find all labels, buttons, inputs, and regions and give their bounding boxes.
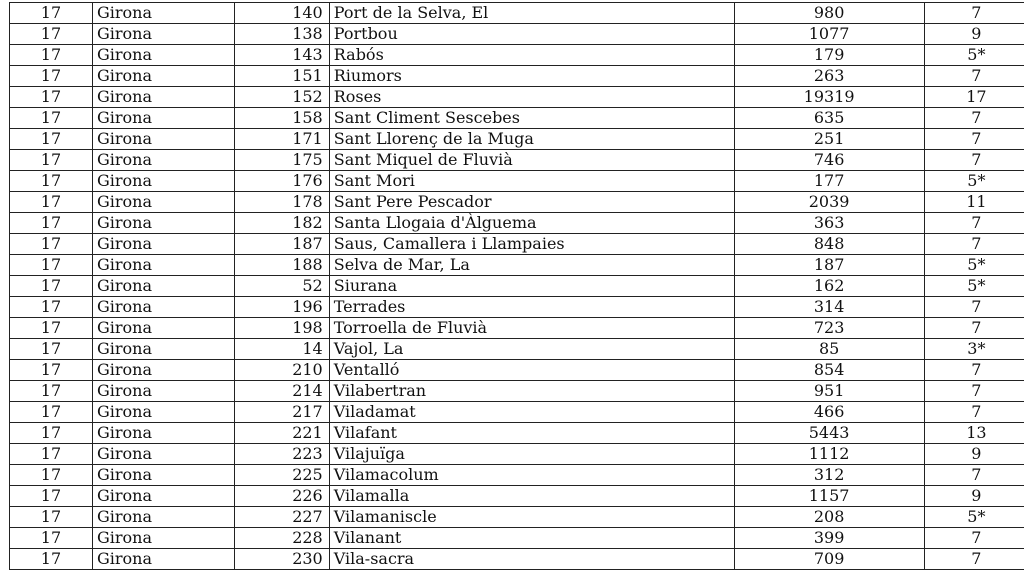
province-name-cell: Girona <box>92 318 234 339</box>
province-name-cell: Girona <box>92 444 234 465</box>
municipality-name-cell: Saus, Camallera i Llampaies <box>329 234 734 255</box>
table-row <box>10 3 1024 24</box>
table-row <box>10 339 1024 360</box>
seats-cell: 13 <box>924 423 1024 444</box>
province-code-cell: 17 <box>10 129 93 150</box>
municipality-name-cell: Riumors <box>329 66 734 87</box>
seats-cell: 11 <box>924 192 1024 213</box>
province-code-cell: 17 <box>10 3 93 24</box>
population-cell: 263 <box>734 66 924 87</box>
municipality-table <box>9 2 1024 570</box>
population-cell: 312 <box>734 465 924 486</box>
municipality-code-cell: 188 <box>234 255 329 276</box>
province-code-cell: 17 <box>10 24 93 45</box>
population-cell: 1112 <box>734 444 924 465</box>
province-code-cell: 17 <box>10 87 93 108</box>
seats-cell: 7 <box>924 549 1024 570</box>
municipality-code-cell: 152 <box>234 87 329 108</box>
table-row <box>10 423 1024 444</box>
municipality-name-cell: Sant Mori <box>329 171 734 192</box>
province-code-cell: 17 <box>10 423 93 444</box>
province-name-cell: Girona <box>92 87 234 108</box>
province-name-cell: Girona <box>92 234 234 255</box>
municipality-name-cell: Port de la Selva, El <box>329 3 734 24</box>
seats-cell: 9 <box>924 486 1024 507</box>
province-name-cell: Girona <box>92 528 234 549</box>
population-cell: 363 <box>734 213 924 234</box>
municipality-code-cell: 182 <box>234 213 329 234</box>
population-cell: 980 <box>734 3 924 24</box>
municipality-code-cell: 214 <box>234 381 329 402</box>
seats-cell: 7 <box>924 213 1024 234</box>
table-row <box>10 87 1024 108</box>
municipality-name-cell: Siurana <box>329 276 734 297</box>
municipality-name-cell: Vilabertran <box>329 381 734 402</box>
population-cell: 1077 <box>734 24 924 45</box>
municipality-code-cell: 227 <box>234 507 329 528</box>
municipality-name-cell: Vilamaniscle <box>329 507 734 528</box>
province-name-cell: Girona <box>92 297 234 318</box>
population-cell: 399 <box>734 528 924 549</box>
province-name-cell: Girona <box>92 465 234 486</box>
province-name-cell: Girona <box>92 150 234 171</box>
table-row <box>10 66 1024 87</box>
seats-cell: 7 <box>924 297 1024 318</box>
table-row <box>10 381 1024 402</box>
municipality-code-cell: 171 <box>234 129 329 150</box>
table-body <box>10 3 1024 570</box>
population-cell: 466 <box>734 402 924 423</box>
municipality-name-cell: Vilajuïga <box>329 444 734 465</box>
municipality-code-cell: 175 <box>234 150 329 171</box>
seats-cell: 7 <box>924 402 1024 423</box>
population-cell: 848 <box>734 234 924 255</box>
municipality-name-cell: Santa Llogaia d'Àlguema <box>329 213 734 234</box>
municipality-code-cell: 210 <box>234 360 329 381</box>
province-name-cell: Girona <box>92 213 234 234</box>
population-cell: 951 <box>734 381 924 402</box>
table-row <box>10 318 1024 339</box>
table-row <box>10 45 1024 66</box>
table-row <box>10 507 1024 528</box>
seats-cell: 7 <box>924 129 1024 150</box>
population-cell: 162 <box>734 276 924 297</box>
seats-cell: 7 <box>924 381 1024 402</box>
municipality-code-cell: 228 <box>234 528 329 549</box>
population-cell: 85 <box>734 339 924 360</box>
seats-cell: 7 <box>924 3 1024 24</box>
municipality-code-cell: 140 <box>234 3 329 24</box>
municipality-code-cell: 138 <box>234 24 329 45</box>
municipality-code-cell: 230 <box>234 549 329 570</box>
municipality-code-cell: 196 <box>234 297 329 318</box>
province-code-cell: 17 <box>10 276 93 297</box>
seats-cell: 9 <box>924 444 1024 465</box>
province-name-cell: Girona <box>92 549 234 570</box>
municipality-code-cell: 221 <box>234 423 329 444</box>
municipality-name-cell: Sant Climent Sescebes <box>329 108 734 129</box>
table-row <box>10 549 1024 570</box>
population-cell: 746 <box>734 150 924 171</box>
table-row <box>10 465 1024 486</box>
table-row <box>10 360 1024 381</box>
province-code-cell: 17 <box>10 108 93 129</box>
municipality-name-cell: Vilanant <box>329 528 734 549</box>
province-name-cell: Girona <box>92 402 234 423</box>
seats-cell: 5* <box>924 45 1024 66</box>
population-cell: 854 <box>734 360 924 381</box>
municipality-name-cell: Vilamalla <box>329 486 734 507</box>
population-cell: 19319 <box>734 87 924 108</box>
table-row <box>10 150 1024 171</box>
municipality-name-cell: Ventalló <box>329 360 734 381</box>
province-name-cell: Girona <box>92 66 234 87</box>
population-cell: 177 <box>734 171 924 192</box>
seats-cell: 17 <box>924 87 1024 108</box>
province-code-cell: 17 <box>10 192 93 213</box>
population-cell: 635 <box>734 108 924 129</box>
seats-cell: 7 <box>924 528 1024 549</box>
municipality-name-cell: Torroella de Fluvià <box>329 318 734 339</box>
province-code-cell: 17 <box>10 150 93 171</box>
province-name-cell: Girona <box>92 171 234 192</box>
province-code-cell: 17 <box>10 360 93 381</box>
province-name-cell: Girona <box>92 276 234 297</box>
province-code-cell: 17 <box>10 171 93 192</box>
province-name-cell: Girona <box>92 45 234 66</box>
table-row <box>10 171 1024 192</box>
province-code-cell: 17 <box>10 402 93 423</box>
seats-cell: 7 <box>924 66 1024 87</box>
table-row <box>10 297 1024 318</box>
table-row <box>10 129 1024 150</box>
seats-cell: 7 <box>924 318 1024 339</box>
seats-cell: 3* <box>924 339 1024 360</box>
province-name-cell: Girona <box>92 360 234 381</box>
municipality-code-cell: 217 <box>234 402 329 423</box>
municipality-name-cell: Vila-sacra <box>329 549 734 570</box>
table-row <box>10 528 1024 549</box>
table-row <box>10 213 1024 234</box>
municipality-code-cell: 176 <box>234 171 329 192</box>
population-cell: 314 <box>734 297 924 318</box>
seats-cell: 7 <box>924 465 1024 486</box>
municipality-code-cell: 158 <box>234 108 329 129</box>
table-row <box>10 276 1024 297</box>
table-row <box>10 192 1024 213</box>
province-code-cell: 17 <box>10 339 93 360</box>
province-code-cell: 17 <box>10 444 93 465</box>
municipality-code-cell: 14 <box>234 339 329 360</box>
municipality-name-cell: Rabós <box>329 45 734 66</box>
province-name-cell: Girona <box>92 3 234 24</box>
municipality-code-cell: 198 <box>234 318 329 339</box>
municipality-code-cell: 151 <box>234 66 329 87</box>
seats-cell: 5* <box>924 255 1024 276</box>
province-code-cell: 17 <box>10 381 93 402</box>
seats-cell: 7 <box>924 150 1024 171</box>
table-row <box>10 24 1024 45</box>
population-cell: 187 <box>734 255 924 276</box>
province-code-cell: 17 <box>10 66 93 87</box>
province-name-cell: Girona <box>92 381 234 402</box>
province-name-cell: Girona <box>92 24 234 45</box>
municipality-name-cell: Sant Miquel de Fluvià <box>329 150 734 171</box>
province-name-cell: Girona <box>92 108 234 129</box>
province-name-cell: Girona <box>92 339 234 360</box>
population-cell: 2039 <box>734 192 924 213</box>
province-name-cell: Girona <box>92 255 234 276</box>
population-cell: 709 <box>734 549 924 570</box>
population-cell: 1157 <box>734 486 924 507</box>
municipality-name-cell: Vajol, La <box>329 339 734 360</box>
province-name-cell: Girona <box>92 486 234 507</box>
municipality-code-cell: 226 <box>234 486 329 507</box>
population-cell: 723 <box>734 318 924 339</box>
province-code-cell: 17 <box>10 507 93 528</box>
seats-cell: 5* <box>924 507 1024 528</box>
municipality-name-cell: Terrades <box>329 297 734 318</box>
province-code-cell: 17 <box>10 234 93 255</box>
municipality-code-cell: 143 <box>234 45 329 66</box>
province-code-cell: 17 <box>10 549 93 570</box>
table-row <box>10 108 1024 129</box>
table-row <box>10 234 1024 255</box>
municipality-name-cell: Sant Pere Pescador <box>329 192 734 213</box>
province-code-cell: 17 <box>10 255 93 276</box>
municipality-name-cell: Portbou <box>329 24 734 45</box>
population-cell: 251 <box>734 129 924 150</box>
table-row <box>10 444 1024 465</box>
seats-cell: 5* <box>924 171 1024 192</box>
province-code-cell: 17 <box>10 528 93 549</box>
province-code-cell: 17 <box>10 318 93 339</box>
municipality-name-cell: Selva de Mar, La <box>329 255 734 276</box>
province-code-cell: 17 <box>10 45 93 66</box>
seats-cell: 9 <box>924 24 1024 45</box>
province-code-cell: 17 <box>10 297 93 318</box>
table-row <box>10 486 1024 507</box>
province-name-cell: Girona <box>92 129 234 150</box>
municipality-name-cell: Viladamat <box>329 402 734 423</box>
municipality-code-cell: 52 <box>234 276 329 297</box>
table-row <box>10 255 1024 276</box>
table-row <box>10 402 1024 423</box>
municipality-code-cell: 178 <box>234 192 329 213</box>
municipality-code-cell: 225 <box>234 465 329 486</box>
municipality-name-cell: Sant Llorenç de la Muga <box>329 129 734 150</box>
seats-cell: 7 <box>924 234 1024 255</box>
province-code-cell: 17 <box>10 465 93 486</box>
population-cell: 179 <box>734 45 924 66</box>
province-name-cell: Girona <box>92 507 234 528</box>
population-cell: 5443 <box>734 423 924 444</box>
population-cell: 208 <box>734 507 924 528</box>
municipality-name-cell: Roses <box>329 87 734 108</box>
province-name-cell: Girona <box>92 423 234 444</box>
seats-cell: 7 <box>924 108 1024 129</box>
municipality-name-cell: Vilamacolum <box>329 465 734 486</box>
province-code-cell: 17 <box>10 486 93 507</box>
municipality-table-container <box>9 2 1024 570</box>
municipality-name-cell: Vilafant <box>329 423 734 444</box>
municipality-code-cell: 187 <box>234 234 329 255</box>
seats-cell: 7 <box>924 360 1024 381</box>
province-name-cell: Girona <box>92 192 234 213</box>
province-code-cell: 17 <box>10 213 93 234</box>
seats-cell: 5* <box>924 276 1024 297</box>
municipality-code-cell: 223 <box>234 444 329 465</box>
